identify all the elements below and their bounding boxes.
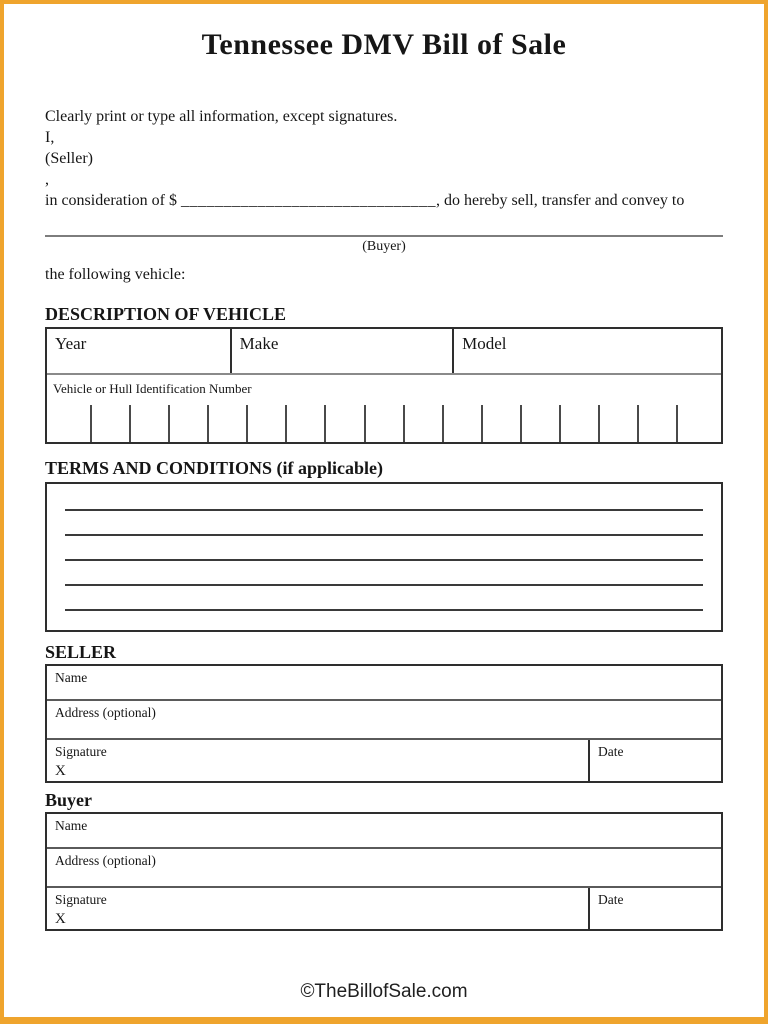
seller-address-label: Address (optional): [55, 705, 156, 720]
terms-lines: [45, 482, 723, 632]
vin-cell[interactable]: [53, 405, 92, 442]
vin-cell[interactable]: [678, 405, 715, 442]
description-of-vehicle-heading: DESCRIPTION OF VEHICLE: [45, 304, 287, 324]
seller-date-field[interactable]: [590, 740, 721, 781]
consideration-suffix: , do hereby sell, transfer and convey to: [435, 192, 685, 209]
buyer-signature-field[interactable]: [47, 888, 590, 929]
buyer-name-field[interactable]: [47, 814, 721, 849]
seller-address-field[interactable]: [47, 701, 721, 740]
vin-cell[interactable]: [639, 405, 678, 442]
vin-label: Vehicle or Hull Identification Number: [53, 381, 252, 396]
vin-cell[interactable]: [444, 405, 483, 442]
buyer-table: [45, 812, 723, 931]
terms-and-conditions-heading: TERMS AND CONDITIONS (if applicable): [45, 458, 384, 478]
consideration-prefix: in consideration of $: [45, 192, 181, 209]
terms-line[interactable]: [65, 536, 703, 561]
seller-signature-field[interactable]: [47, 740, 590, 781]
instruction-text: Clearly print or type all information, except signatures.: [45, 108, 398, 125]
buyer-address-field[interactable]: [47, 849, 721, 888]
following-vehicle-text: the following vehicle:: [45, 266, 186, 283]
intro-paragraph: [45, 106, 723, 211]
buyer-name-label: Name: [55, 818, 88, 833]
vin-cell[interactable]: [287, 405, 326, 442]
terms-line[interactable]: [65, 486, 703, 511]
buyer-date-field[interactable]: [590, 888, 721, 929]
buyer-heading: Buyer: [45, 790, 92, 810]
consideration-amount-blank[interactable]: ______________________________: [180, 192, 436, 209]
page-title: Tennessee DMV Bill of Sale: [201, 28, 567, 61]
seller-name-label: Name: [55, 670, 88, 685]
seller-name-field[interactable]: [47, 666, 721, 701]
vin-cell[interactable]: [170, 405, 209, 442]
consideration-line: [45, 190, 723, 211]
year-field[interactable]: Year: [47, 329, 232, 373]
terms-line[interactable]: [65, 561, 703, 586]
vin-cell[interactable]: [366, 405, 405, 442]
vin-cell[interactable]: [92, 405, 131, 442]
vin-row: [47, 375, 721, 442]
model-field[interactable]: Model: [462, 334, 507, 353]
seller-signature-x: X: [55, 763, 66, 779]
buyer-name-blank-line[interactable]: [45, 235, 723, 237]
vin-cell[interactable]: [131, 405, 170, 442]
vin-cell[interactable]: [326, 405, 365, 442]
buyer-caption: (Buyer): [362, 239, 406, 254]
vehicle-description-table: [45, 327, 723, 444]
vehicle-fields-row: [47, 329, 721, 375]
vin-cell[interactable]: [483, 405, 522, 442]
make-field[interactable]: Make: [232, 329, 454, 373]
vin-cell[interactable]: [405, 405, 444, 442]
buyer-address-label: Address (optional): [55, 853, 156, 868]
seller-caption: (Seller): [45, 150, 93, 167]
seller-heading: SELLER: [45, 642, 117, 662]
terms-line[interactable]: [65, 511, 703, 536]
vin-cell[interactable]: [248, 405, 287, 442]
vin-cell[interactable]: [561, 405, 600, 442]
terms-line[interactable]: [65, 586, 703, 611]
buyer-date-label: Date: [598, 892, 624, 907]
buyer-signature-row: [47, 888, 721, 929]
i-line: I,: [45, 129, 55, 146]
vin-cell[interactable]: [209, 405, 248, 442]
seller-date-label: Date: [598, 744, 624, 759]
seller-signature-label: Signature: [55, 744, 107, 759]
comma-line: ,: [45, 171, 49, 188]
buyer-signature-x: X: [55, 911, 66, 927]
vin-cell[interactable]: [600, 405, 639, 442]
seller-table: [45, 664, 723, 783]
footer-watermark: ©TheBillofSale.com: [300, 981, 468, 1002]
seller-signature-row: [47, 740, 721, 781]
vin-cell[interactable]: [522, 405, 561, 442]
vin-cells: [53, 405, 715, 442]
buyer-signature-label: Signature: [55, 892, 107, 907]
